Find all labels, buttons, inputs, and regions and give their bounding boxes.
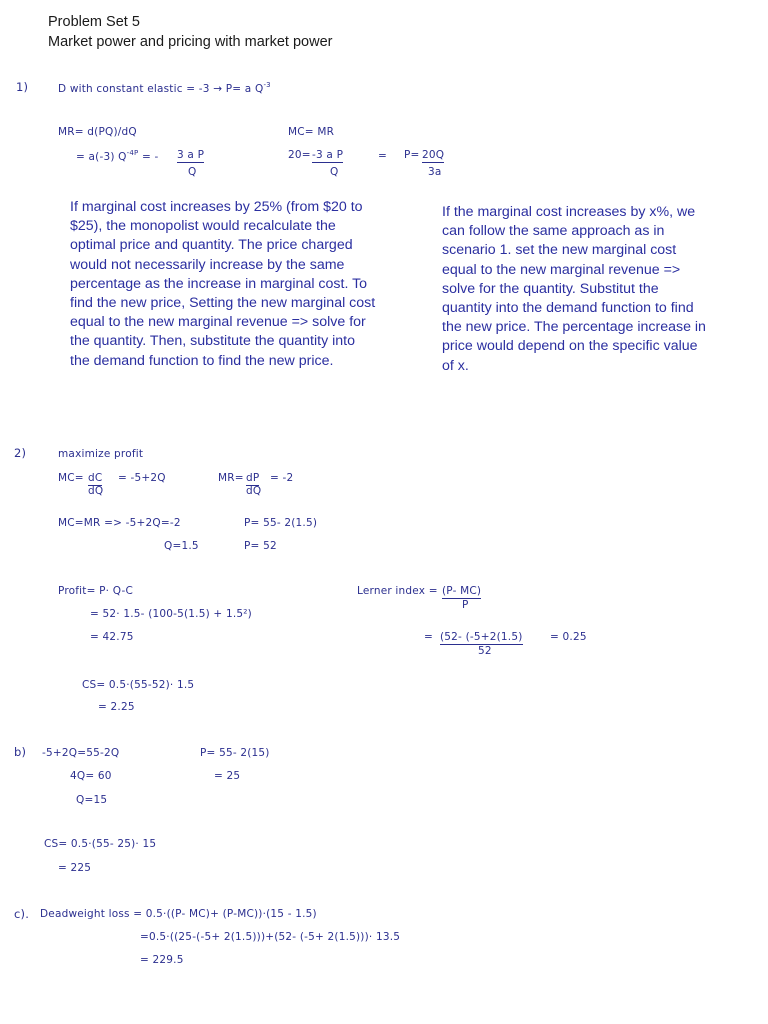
quantity-solution: Q=1.5 — [164, 540, 199, 552]
mr-derivation-equals: = - — [142, 151, 159, 163]
price-label: P= — [404, 149, 420, 161]
consumer-surplus-result: = 2.25 — [98, 701, 135, 713]
section-heading-maximize-profit: maximize profit — [58, 448, 144, 460]
mc-derivative-numerator — [88, 472, 102, 484]
part-b-label: b) — [14, 745, 27, 759]
lerner-fraction-denominator: P — [462, 599, 469, 611]
answer-paragraph-cost-x-pct: If the marginal cost increases by x%, we can follow the same approach as in scenario 1. set the new marginal cost equal to the new marginal revenue => solve for the quantity. Substitut the quantity into the demand function to find the new price. The percentage increase in price would depend on the specific value of x. — [442, 204, 706, 374]
mc-fraction-numerator-text: -3 a P — [312, 149, 344, 161]
competitive-quantity-step: 4Q= 60 — [70, 770, 112, 782]
mr-derivation-exponent: -4P — [126, 149, 139, 157]
mc-derivative-denominator: dQ — [88, 485, 104, 497]
mc-fraction-numerator — [312, 149, 343, 161]
price-result: P= 52 — [244, 540, 277, 552]
part-c-label: c). — [14, 907, 30, 921]
competitive-price-calculation: P= 55- 2(15) — [200, 747, 270, 759]
consumer-surplus-calculation: CS= 0.5·(55-52)· 1.5 — [82, 679, 195, 691]
mr-definition: MR= d(PQ)/dQ — [58, 126, 137, 138]
answer-paragraph-cost-25pct: If marginal cost increases by 25% (from $20 to $25), the monopolist would recalculate the optimal price and quantity. The price charged would not necessarily increase by the same percentage as the increase in marginal cost. To find the new price, Setting the new marginal cost equal to the new marginal revenue => solve for the quantity. Then, substitute the quantity into the demand function to find the new price. — [70, 199, 376, 369]
lerner-calc-denominator: 52 — [478, 645, 492, 657]
competitive-price-result: = 25 — [214, 770, 241, 782]
demand-exponent: -3 — [263, 81, 271, 89]
mc-fraction-denominator: Q — [330, 166, 339, 178]
mr-fraction-numerator-text: 3 a P — [177, 149, 205, 161]
competitive-equilibrium-equation: -5+2Q=55-2Q — [42, 747, 120, 759]
competitive-cs-result: = 225 — [58, 862, 92, 874]
lerner-index-result: = 0.25 — [550, 631, 587, 643]
mr-derivative-numerator — [246, 472, 259, 484]
mr-fraction-numerator — [177, 149, 204, 161]
deadweight-loss-result: = 229.5 — [140, 954, 184, 966]
deadweight-loss-calculation: =0.5·((25-(-5+ 2(1.5)))+(52- (-5+ 2(1.5)))· 13.5 — [140, 931, 401, 943]
mr-fraction-denominator: Q — [188, 166, 197, 178]
profit-definition: Profit= P· Q-C — [58, 585, 134, 597]
profit-calculation: = 52· 1.5- (100-5(1.5) + 1.5²) — [90, 608, 252, 620]
lerner-index-label: Lerner index = — [357, 585, 438, 597]
mc-equals-mr-equation: MC=MR => -5+2Q=-2 — [58, 517, 181, 529]
deadweight-loss-formula: Deadweight loss = 0.5·((P- MC)+ (P-MC))·(15 - 1.5) — [40, 908, 317, 920]
lerner-calc-equals: = — [424, 631, 433, 643]
mr-derivative-label: MR= — [218, 472, 244, 484]
document-header — [48, 12, 332, 52]
problem-number-1: 1) — [16, 80, 29, 94]
competitive-quantity-result: Q=15 — [76, 794, 108, 806]
price-calculation: P= 55- 2(1.5) — [244, 517, 318, 529]
mr-result: = -2 — [270, 472, 294, 484]
mr-derivation-text: = a(-3) Q — [76, 151, 127, 163]
profit-result: = 42.75 — [90, 631, 134, 643]
price-fraction-numerator-text: 20Q — [422, 149, 445, 161]
mc-derivative-numerator-text: dC — [88, 472, 103, 484]
lerner-fraction-numerator-text: (P- MC) — [442, 585, 482, 597]
lerner-calc-numerator-text: (52- (-5+2(1.5) — [440, 631, 523, 643]
price-fraction-denominator: 3a — [428, 166, 442, 178]
equals-sign: = — [378, 150, 387, 162]
page-subtitle: Market power and pricing with market power — [48, 34, 333, 50]
demand-statement-text: D with constant elastic = -3 → P= a Q — [58, 83, 264, 95]
page-title: Problem Set 5 — [48, 14, 140, 30]
competitive-cs-calculation: CS= 0.5·(55- 25)· 15 — [44, 838, 157, 850]
mc-derivative-label: MC= — [58, 472, 84, 484]
mc-value: 20= — [288, 149, 311, 161]
mc-equals-mr: MC= MR — [288, 126, 335, 138]
lerner-calc-numerator — [440, 631, 523, 643]
lerner-fraction-numerator — [442, 585, 481, 597]
price-fraction-numerator — [422, 149, 444, 161]
mc-result: = -5+2Q — [118, 472, 166, 484]
problem-number-2: 2) — [14, 446, 27, 460]
mr-derivative-numerator-text: dP — [246, 472, 260, 484]
mr-derivative-denominator: dQ — [246, 485, 262, 497]
mr-derivation — [76, 149, 159, 163]
demand-statement — [58, 81, 271, 95]
